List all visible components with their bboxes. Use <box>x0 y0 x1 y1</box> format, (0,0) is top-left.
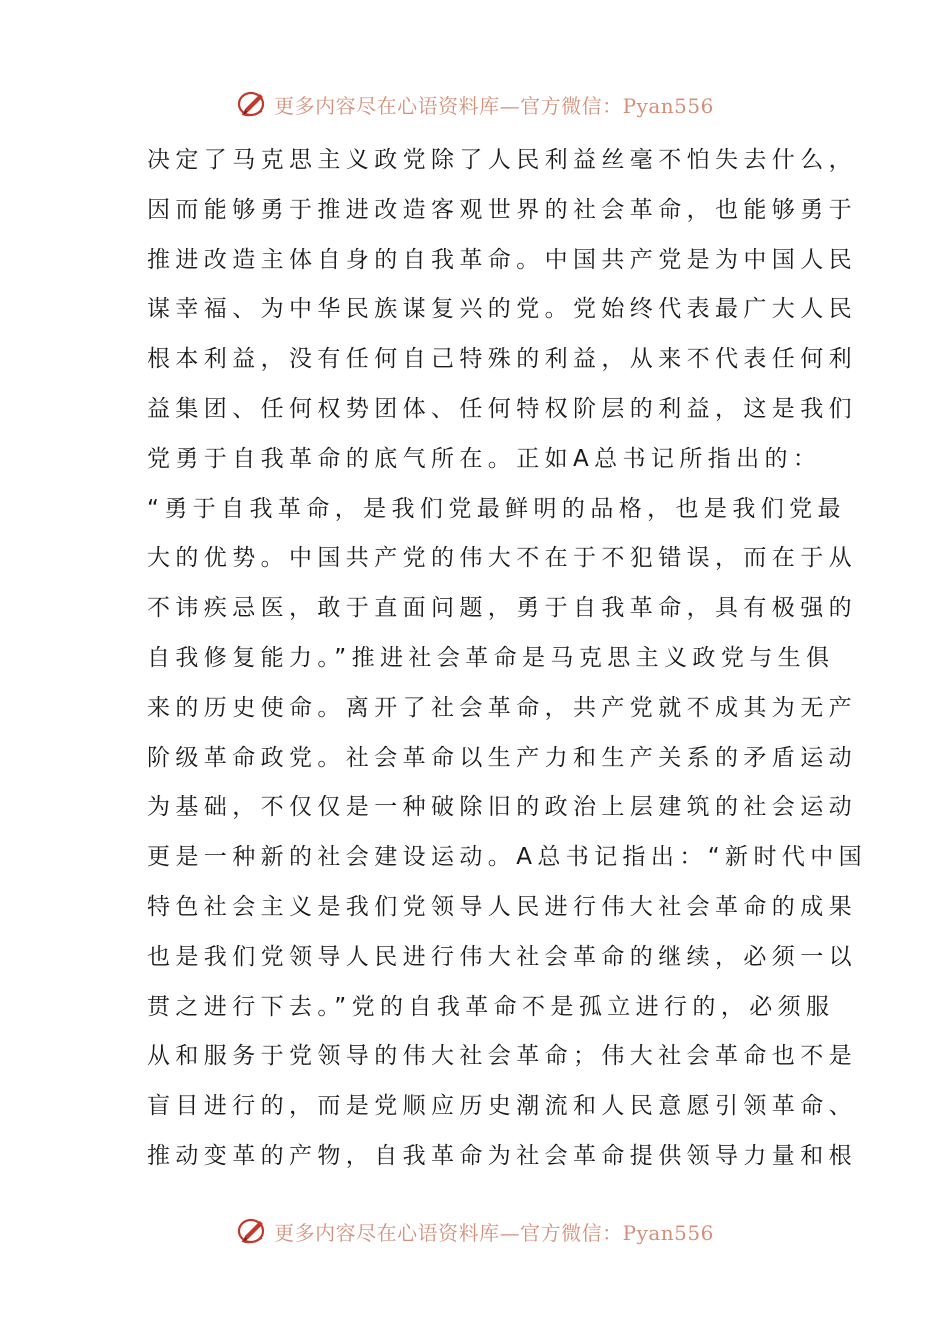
text-line: 自我修复能力。”推进社会革命是马克思主义政党与生俱 <box>147 644 835 671</box>
pen-logo-icon <box>236 87 270 121</box>
text-line: 决定了马克思主义政党除了人民利益丝毫不怕失去什么， <box>147 147 857 173</box>
text-line: 推动变革的产物，自我革命为社会革命提供领导力量和根 <box>147 1142 857 1169</box>
text-line: 为基础，不仅仅是一种破除旧的政治上层建筑的社会运动 <box>147 794 857 821</box>
text-line: 盲目进行的，而是党顺应历史潮流和人民意愿引领革命、 <box>147 1093 857 1120</box>
header-banner <box>0 84 950 124</box>
text-line: 推进改造主体自身的自我革命。中国共产党是为中国人民 <box>147 246 857 273</box>
text-line: 不讳疾忌医，敢于直面问题，勇于自我革命，具有极强的 <box>147 595 857 622</box>
text-line: 从和服务于党领导的伟大社会革命；伟大社会革命也不是 <box>147 1043 857 1070</box>
footer-banner <box>0 1211 950 1251</box>
text-line: 党勇于自我革命的底气所在。正如A总书记所指出的： <box>147 445 822 472</box>
text-line: 因而能够勇于推进改造客观世界的社会革命，也能够勇于 <box>147 196 857 223</box>
document-body <box>147 146 868 1192</box>
text-line: 特色社会主义是我们党领导人民进行伟大社会革命的成果 <box>147 893 857 920</box>
text-line: 谋幸福、为中华民族谋复兴的党。党始终代表最广大人民 <box>147 296 857 323</box>
pen-logo-icon <box>236 1214 270 1248</box>
text-line: 更是一种新的社会建设运动。A总书记指出：“新时代中国 <box>147 844 868 871</box>
text-line: 大的优势。中国共产党的伟大不在于不犯错误，而在于从 <box>147 545 857 572</box>
text-line: 贯之进行下去。”党的自我革命不是孤立进行的，必须服 <box>147 993 835 1020</box>
text-line: 根本利益，没有任何自己特殊的利益，从来不代表任何利 <box>147 346 857 373</box>
banner-text: 更多内容尽在心语资料库—官方微信：Pyan556 <box>274 1220 714 1245</box>
text-line: 来的历史使命。离开了社会革命，共产党就不成其为无产 <box>147 694 857 721</box>
text-line: 阶级革命政党。社会革命以生产力和生产关系的矛盾运动 <box>147 744 857 771</box>
text-line: 也是我们党领导人民进行伟大社会革命的继续，必须一以 <box>147 943 857 970</box>
text-line: “勇于自我革命，是我们党最鲜明的品格，也是我们党最 <box>147 495 846 522</box>
banner-text: 更多内容尽在心语资料库—官方微信：Pyan556 <box>274 93 714 118</box>
text-line: 益集团、任何权势团体、任何特权阶层的利益，这是我们 <box>147 395 857 422</box>
